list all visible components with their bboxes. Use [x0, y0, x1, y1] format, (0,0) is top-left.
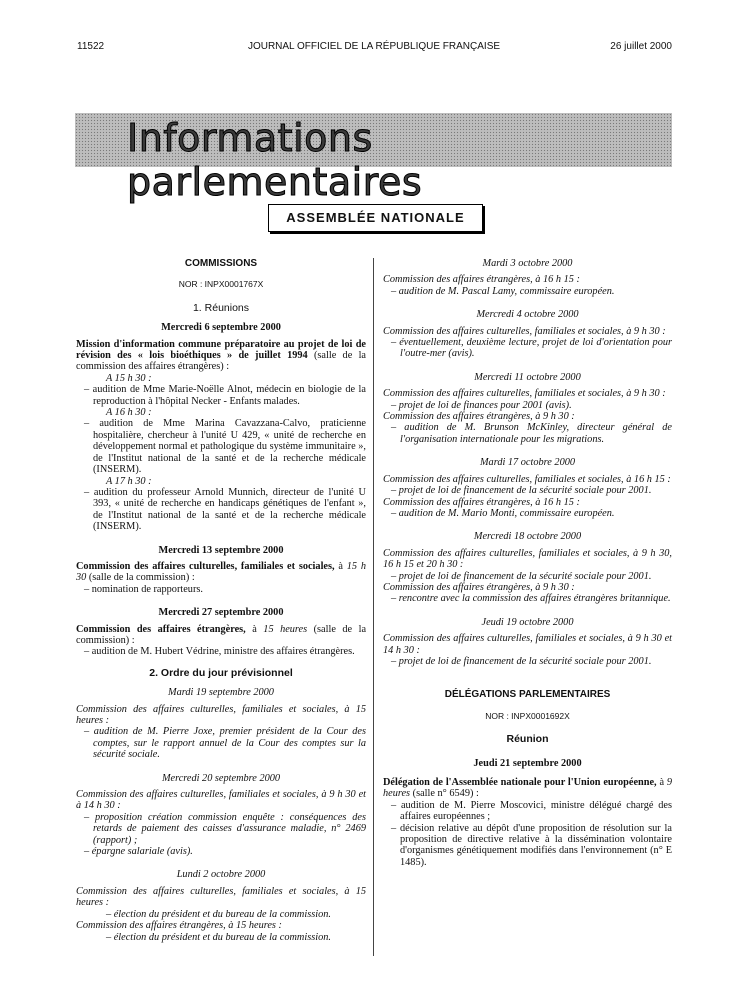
commission-line: Commission des affaires culturelles, familiales et sociales, à 9 h 30 et 14 h 30 :	[383, 633, 672, 656]
subsection-reunions: 1. Réunions	[192, 301, 250, 314]
commission-line: Commission des affaires culturelles, familiales et sociales, à 9 h 30 :	[383, 388, 666, 400]
date-heading: Mardi 3 octobre 2000	[482, 258, 573, 269]
agenda-item: – audition de M. Pierre Joxe, premier président de la Cour des comptes, sur le rapport annuel de la Cour des comptes sur la sécurité sociale.	[84, 726, 366, 761]
agenda-item: – audition du professeur Arnold Munnich, directeur de l'unité U 393, « unité de recherche en handicaps génétiques de l'enfant », de l'Institut national de la santé et de la recherche médicale (INSERM).	[84, 486, 366, 533]
meeting-intro: Commission des affaires étrangères, à 15 heures (salle de la commission) :	[76, 623, 367, 646]
date-heading: Mercredi 20 septembre 2000	[161, 772, 281, 784]
section-banner	[75, 113, 672, 204]
column-divider	[373, 258, 374, 956]
running-header	[0, 41, 748, 55]
time-label: A 16 h 30 :	[106, 407, 152, 419]
date-heading: Lundi 2 octobre 2000	[176, 869, 266, 881]
agenda-item: – rencontre avec la commission des affaires étrangères britannique.	[391, 593, 671, 605]
journal-title: JOURNAL OFFICIEL DE LA RÉPUBLIQUE FRANÇAISE	[247, 41, 501, 52]
right-column	[383, 258, 672, 868]
date-heading: Mercredi 18 octobre 2000	[473, 531, 582, 543]
date-heading: Jeudi 21 septembre 2000	[473, 757, 582, 769]
commission-line: Commission des affaires culturelles, familiales et sociales, à 15 heures :	[76, 703, 366, 726]
agenda-item: – audition de Mme Marie-Noëlle Alnot, médecin en biologie de la reproduction à l'hôpital Necker - Enfants malades.	[84, 384, 366, 407]
date-heading: Mercredi 11 octobre 2000	[474, 371, 581, 383]
commission-line: Commission des affaires culturelles, familiales et sociales, à 16 h 15 :	[383, 473, 671, 485]
meeting-intro: Mission d'information commune préparatoire au projet de loi de révision des « lois bioéthiques » de juillet 1994 (salle de la commission des affaires étrangères) :	[76, 338, 366, 373]
date-heading: Mardi 19 septembre 2000	[168, 687, 274, 699]
meeting-intro: Commission des affaires culturelles, familiales et sociales, à 15 h 30 (salle de la commission) :	[76, 560, 367, 584]
commission-line: Commission des affaires culturelles, familiales et sociales, à 9 h 30 et à 14 h 30 :	[76, 789, 366, 812]
agenda-item: – proposition création commission enquête : conséquences des retards de paiement des caisses d'assurance maladie, n° 2469 (rapport) ;	[84, 811, 366, 846]
agenda-item: – élection du président et du bureau de la commission.	[106, 908, 331, 920]
commission-line: Commission des affaires étrangères, à 16 h 15 :	[383, 496, 580, 508]
assembly-title: ASSEMBLÉE NATIONALE	[268, 204, 483, 232]
banner-title: Informations parlementaires	[127, 116, 423, 204]
commissions-heading: COMMISSIONS	[184, 258, 258, 269]
agenda-item: – audition de M. Mario Monti, commissaire européen.	[391, 507, 615, 519]
agenda-item: – projet de loi de financement de la sécurité sociale pour 2001.	[391, 655, 652, 667]
issue-date: 26 juillet 2000	[610, 41, 672, 52]
agenda-item: – décision relative au dépôt d'une proposition de résolution sur la proposition de directive relative à la dissémination volontaire d'organismes génétiquement modifiés dans l'environnement (n° E 1485).	[391, 822, 672, 868]
meeting-intro: Délégation de l'Assemblée nationale pour l'Union européenne, à 9 heures (salle n° 6549) :	[383, 777, 672, 800]
agenda-item: – nomination de rapporteurs.	[84, 583, 203, 595]
agenda-item: – élection du président et du bureau de la commission.	[106, 931, 331, 943]
left-column	[76, 258, 366, 943]
date-heading: Jeudi 19 octobre 2000	[481, 616, 574, 628]
commission-line: Commission des affaires étrangères, à 9 h 30 :	[383, 581, 575, 593]
commission-line: Commission des affaires étrangères, à 9 h 30 :	[383, 411, 575, 423]
subsection-ordre-du-jour: 2. Ordre du jour prévisionnel	[149, 666, 293, 679]
agenda-item: – audition de Mme Marina Cavazzana-Calvo, praticienne hospitalière, chercheur à l'unité U 429, « unité de recherche en développement normal et pathologique du système immunitaire », de l'Institut national de la santé et de la recherche médicale (INSERM).	[84, 418, 366, 476]
agenda-item: – audition de M. Brunson McKinley, directeur général de l'organisation internationale pour les migrations.	[391, 422, 672, 445]
commission-line: Commission des affaires culturelles, familiales et sociales, à 9 h 30 :	[383, 325, 666, 337]
agenda-item: – éventuellement, deuxième lecture, projet de loi d'orientation pour l'outre-mer (avis).	[391, 337, 672, 360]
commission-line: Commission des affaires culturelles, familiales et sociales, à 15 heures :	[76, 885, 366, 909]
commission-line: Commission des affaires étrangères, à 16 h 15 :	[383, 274, 580, 286]
nor-code: NOR : INPX0001767X	[178, 279, 264, 290]
agenda-item: – projet de loi de financement de la sécurité sociale pour 2001.	[391, 570, 652, 582]
commission-line: Commission des affaires culturelles, familiales et sociales, à 9 h 30, 16 h 15 et 20 h 30 :	[383, 547, 672, 571]
page-number: 11522	[77, 41, 105, 52]
commission-line: Commission des affaires étrangères, à 15 heures :	[76, 920, 282, 932]
nor-code: NOR : INPX0001692X	[485, 710, 570, 721]
time-label: A 17 h 30 :	[106, 475, 152, 487]
delegations-heading: DÉLÉGATIONS PARLEMENTAIRES	[444, 689, 611, 701]
agenda-item: – projet de loi de finances pour 2001 (avis).	[391, 399, 572, 411]
date-heading: Mercredi 6 septembre 2000	[161, 322, 281, 334]
delegations-subheading: Réunion	[506, 733, 549, 746]
agenda-item: – épargne salariale (avis).	[84, 846, 193, 858]
agenda-item: – audition de M. Hubert Védrine, ministre des affaires étrangères.	[84, 646, 355, 658]
time-label: A 15 h 30 :	[106, 372, 152, 384]
agenda-item: – audition de M. Pierre Moscovici, ministre délégué chargé des affaires européennes ;	[391, 799, 672, 823]
date-heading: Mercredi 4 octobre 2000	[476, 309, 579, 321]
date-heading: Mercredi 13 septembre 2000	[158, 544, 284, 556]
date-heading: Mercredi 27 septembre 2000	[158, 607, 284, 619]
agenda-item: – projet de loi de financement de la sécurité sociale pour 2001.	[391, 485, 652, 497]
agenda-item: – audition de M. Pascal Lamy, commissaire européen.	[391, 285, 615, 297]
date-heading: Mardi 17 octobre 2000	[479, 457, 576, 469]
